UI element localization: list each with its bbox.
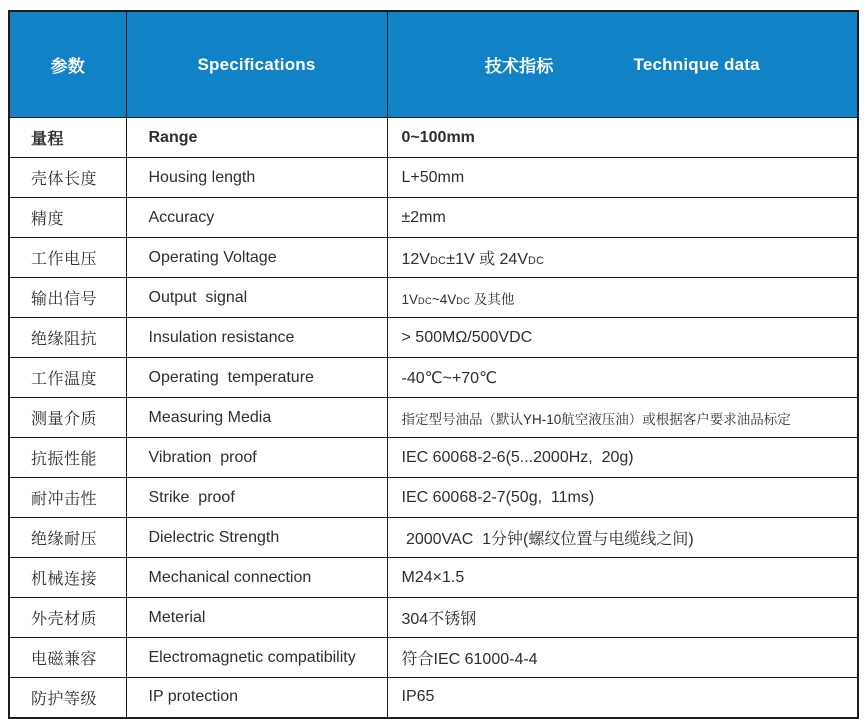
table-row <box>9 318 858 358</box>
table-row <box>9 278 858 318</box>
spec-cell: Insulation resistance <box>126 318 387 358</box>
value-cell: 12VDC±1V 或 24VDC <box>387 238 858 278</box>
dc-unit-smallcaps: DC <box>429 255 447 267</box>
table-row <box>9 678 858 718</box>
spec-cell: Mechanical connection <box>126 558 387 598</box>
value-cell: M24×1.5 <box>387 558 858 598</box>
param-cell: 绝缘阻抗 <box>9 318 126 358</box>
spec-cell: IP protection <box>126 678 387 718</box>
spec-cell: Accuracy <box>126 198 387 238</box>
param-cell: 耐冲击性 <box>9 478 126 518</box>
param-cell: 测量介质 <box>9 398 126 438</box>
param-cell: 机械连接 <box>9 558 126 598</box>
value-cell: IEC 60068-2-7(50g, 11ms) <box>387 478 858 518</box>
value-cell: > 500MΩ/500VDC <box>387 318 858 358</box>
header-technique-zh: 技术指标 <box>484 57 554 76</box>
value-cell: -40℃~+70℃ <box>387 358 858 398</box>
table-row <box>9 198 858 238</box>
spec-cell: Strike proof <box>126 478 387 518</box>
table-row <box>9 438 858 478</box>
value-cell: ±2mm <box>387 198 858 238</box>
dc-unit-smallcaps: DC <box>528 255 545 267</box>
table-row <box>9 518 858 558</box>
param-cell: 外壳材质 <box>9 598 126 638</box>
value-cell: IEC 60068-2-6(5...2000Hz, 20g) <box>387 438 858 478</box>
value-cell: L+50mm <box>387 158 858 198</box>
table-row <box>9 358 858 398</box>
table-row <box>9 118 858 158</box>
spec-cell: Output signal <box>126 278 387 318</box>
param-cell: 壳体长度 <box>9 158 126 198</box>
dc-unit-smallcaps: DC <box>456 295 471 306</box>
table-row <box>9 558 858 598</box>
spec-cell: Vibration proof <box>126 438 387 478</box>
header-specifications: Specifications <box>126 11 387 118</box>
value-cell: 2000VAC 1分钟(螺纹位置与电缆线之间) <box>387 518 858 558</box>
spec-cell: Dielectric Strength <box>126 518 387 558</box>
table-row <box>9 158 858 198</box>
spec-cell: Range <box>126 118 387 158</box>
spec-cell: Operating temperature <box>126 358 387 398</box>
param-cell: 量程 <box>9 118 126 158</box>
table-body <box>9 118 858 718</box>
value-cell: 0~100mm <box>387 118 858 158</box>
table-row <box>9 238 858 278</box>
table-row <box>9 638 858 678</box>
param-cell: 输出信号 <box>9 278 126 318</box>
table-header-row <box>9 11 858 118</box>
spec-cell: Housing length <box>126 158 387 198</box>
specifications-table <box>8 10 859 719</box>
value-cell: 指定型号油品（默认YH-10航空液压油）或根据客户要求油品标定 <box>387 398 858 438</box>
value-cell: 304不锈钢 <box>387 598 858 638</box>
dc-unit-smallcaps: DC <box>418 295 432 306</box>
header-param: 参数 <box>9 11 126 118</box>
param-cell: 电磁兼容 <box>9 638 126 678</box>
param-cell: 抗振性能 <box>9 438 126 478</box>
value-cell: 符合IEC 61000-4-4 <box>387 638 858 678</box>
param-cell: 精度 <box>9 198 126 238</box>
table-row <box>9 598 858 638</box>
param-cell: 工作温度 <box>9 358 126 398</box>
header-technique-data <box>387 11 858 118</box>
spec-cell: Meterial <box>126 598 387 638</box>
header-technique-en: Technique data <box>633 54 760 74</box>
table-row <box>9 478 858 518</box>
spec-cell: Electromagnetic compatibility <box>126 638 387 678</box>
table-row <box>9 398 858 438</box>
spec-cell: Operating Voltage <box>126 238 387 278</box>
value-cell: IP65 <box>387 678 858 718</box>
param-cell: 工作电压 <box>9 238 126 278</box>
param-cell: 防护等级 <box>9 678 126 718</box>
value-cell: 1VDC~4VDC 及其他 <box>387 278 858 318</box>
param-cell: 绝缘耐压 <box>9 518 126 558</box>
spec-cell: Measuring Media <box>126 398 387 438</box>
